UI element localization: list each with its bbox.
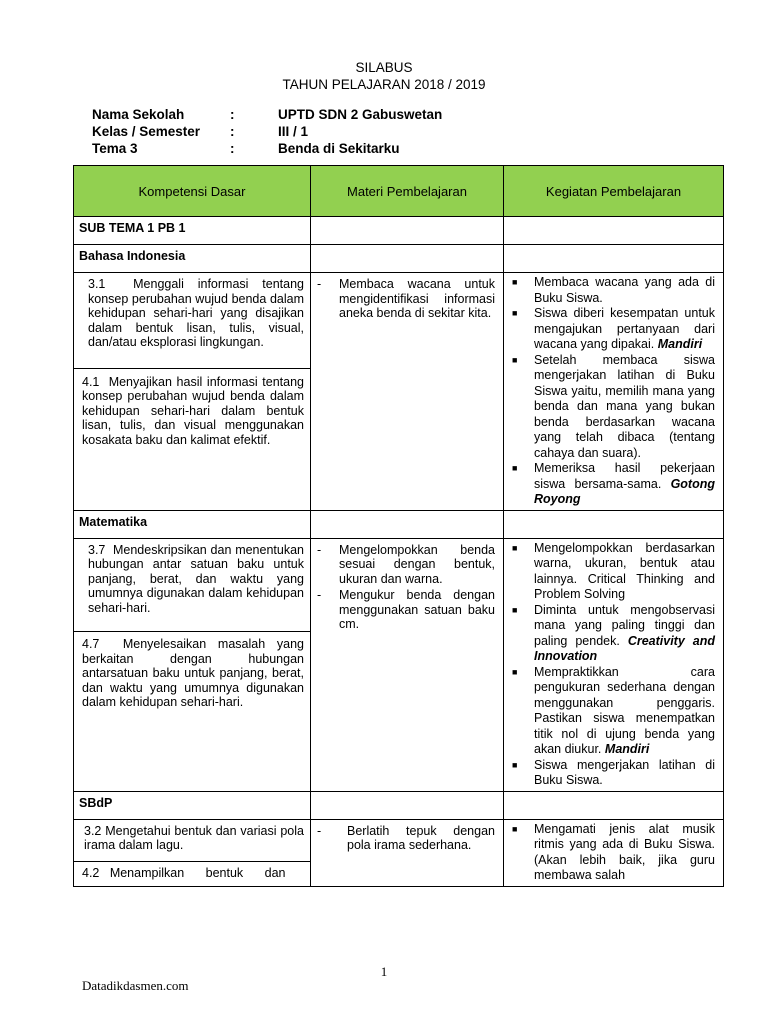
footer-source: Datadikdasmen.com xyxy=(82,978,189,993)
kd-number: 4.2 xyxy=(82,865,100,880)
subtema-label: SUB TEMA 1 PB 1 xyxy=(74,217,311,245)
kegiatan-item: ■ Siswa mengerjakan latihan di Buku Siswa. xyxy=(512,757,715,787)
info-key: Tema 3 xyxy=(92,141,138,156)
kd-number: 3.7 xyxy=(88,542,106,557)
info-value: III / 1 xyxy=(278,124,309,139)
kegiatan-cell xyxy=(504,819,724,887)
kd-number: 3.1 xyxy=(88,277,106,291)
doc-info xyxy=(92,106,442,157)
kegiatan-item: ■ Mengelompokkan berdasarkan warna, ukuran, bentuk atau lainnya. Critical Thinking and Problem Solving xyxy=(512,540,715,601)
info-value: UPTD SDN 2 Gabuswetan xyxy=(278,107,443,122)
materi-cell xyxy=(311,819,504,887)
kd-text: Menyelesaikan masalah yang berkaitan dengan hubungan antarsatuan baku untuk panjang, berat, dan waktu yang umumnya digunakan dalam kehidupan sehari-hari. xyxy=(82,637,304,709)
header-kegiatan: Kegiatan Pembelajaran xyxy=(504,166,724,217)
kd-text: Menggali informasi tentang konsep perubahan wujud benda dalam kehidupan sehari-hari yang disajikan dalam bentuk lisan, tulis, visual, dan/atau eksplorasi lingkungan. xyxy=(88,277,304,349)
materi-item: - Membaca wacana untuk mengidentifikasi informasi aneka benda di sekitar kita. xyxy=(317,277,495,320)
materi-item: - Mengukur benda dengan menggunakan satuan baku cm. xyxy=(317,588,495,631)
kegiatan-cell xyxy=(504,538,724,791)
kegiatan-item: ■ Mengamati jenis alat musik ritmis yang ada di Buku Siswa. (Akan lebih baik, jika guru membawa salah xyxy=(512,821,715,882)
kegiatan-item: ■ Membaca wacana yang ada di Buku Siswa. xyxy=(512,275,715,305)
kegiatan-cell xyxy=(504,273,724,511)
kompetensi-cell xyxy=(74,538,311,791)
kd-number: 4.7 xyxy=(82,637,100,651)
kd-text: Menyajikan hasil informasi tentang konsep perubahan wujud benda dalam kehidupan sehari-hari dalam bentuk lisan, tulis, dan visual menggunakan kosakata baku dan kalimat efektif. xyxy=(82,374,304,447)
kd-text: Menampilkan bentuk dan xyxy=(109,865,286,880)
materi-cell xyxy=(311,538,504,791)
info-row-school xyxy=(92,106,442,123)
header-kompetensi: Kompetensi Dasar xyxy=(74,166,311,217)
content-row-sbdp xyxy=(74,819,724,887)
kd-item xyxy=(82,824,304,853)
kd-item xyxy=(82,543,304,616)
info-key: Kelas / Semester xyxy=(92,124,201,139)
info-key: Nama Sekolah xyxy=(92,107,185,122)
info-row-class xyxy=(92,123,442,140)
kd-item xyxy=(74,631,310,710)
syllabus-table xyxy=(73,165,724,887)
kegiatan-item: ■ Diminta untuk mengobservasi mana yang paling tinggi dan paling pendek. Creativity and Innovation xyxy=(512,602,715,663)
materi-item: - Berlatih tepuk dengan pola irama sederhana. xyxy=(317,823,495,852)
page-number: 1 xyxy=(380,964,388,979)
kompetensi-cell xyxy=(74,819,311,887)
info-row-theme xyxy=(92,140,442,157)
content-row-matematika xyxy=(74,538,724,791)
doc-year: TAHUN PELAJARAN 2018 / 2019 xyxy=(282,77,486,92)
kd-item xyxy=(82,277,304,350)
kd-text: Mengetahui bentuk dan variasi pola irama dalam lagu. xyxy=(84,823,304,852)
kd-text: Mendeskripsikan dan menentukan hubungan antar satuan baku untuk panjang, berat, dan waktu yang umumnya digunakan dalam kehidupan sehari-hari. xyxy=(88,542,304,615)
kd-item xyxy=(74,861,310,881)
content-row-bahasa xyxy=(74,273,724,511)
kd-number: 4.1 xyxy=(82,374,100,389)
info-sep: : xyxy=(230,124,235,139)
kegiatan-item: ■ Mempraktikkan cara pengukuran sederhana dengan menggunakan penggaris. Pastikan siswa menempatkan titik nol di ujung benda yang akan diukur. Mandiri xyxy=(512,664,715,756)
section-label: Matematika xyxy=(74,510,311,538)
kd-number: 3.2 xyxy=(84,823,102,838)
section-row-bahasa xyxy=(74,245,724,273)
section-label: Bahasa Indonesia xyxy=(74,245,311,273)
section-label: SBdP xyxy=(74,791,311,819)
section-row-matematika xyxy=(74,510,724,538)
subtema-row xyxy=(74,217,724,245)
header-row xyxy=(74,166,724,217)
kompetensi-cell xyxy=(74,273,311,511)
header-materi: Materi Pembelajaran xyxy=(311,166,504,217)
doc-title: SILABUS xyxy=(355,60,413,75)
materi-cell xyxy=(311,273,504,511)
kegiatan-item: ■ Memeriksa hasil pekerjaan siswa bersama-sama. Gotong Royong xyxy=(512,461,715,506)
section-row-sbdp xyxy=(74,791,724,819)
kegiatan-item: ■ Setelah membaca siswa mengerjakan latihan di Buku Siswa yaitu, memilih mana yang benda dan mana yang bukan benda berdasarkan wacana yang telah dibaca (tentang cahaya dan suara). xyxy=(512,352,715,460)
info-sep: : xyxy=(230,141,235,156)
materi-item: - Mengelompokkan benda sesuai dengan bentuk, ukuran dan warna. xyxy=(317,542,495,586)
kegiatan-item: ■ Siswa diberi kesempatan untuk mengajukan pertanyaan dari wacana yang dipakai. Mandiri xyxy=(512,306,715,351)
info-sep: : xyxy=(230,107,235,122)
kd-item xyxy=(74,368,310,448)
info-value: Benda di Sekitarku xyxy=(278,141,400,156)
